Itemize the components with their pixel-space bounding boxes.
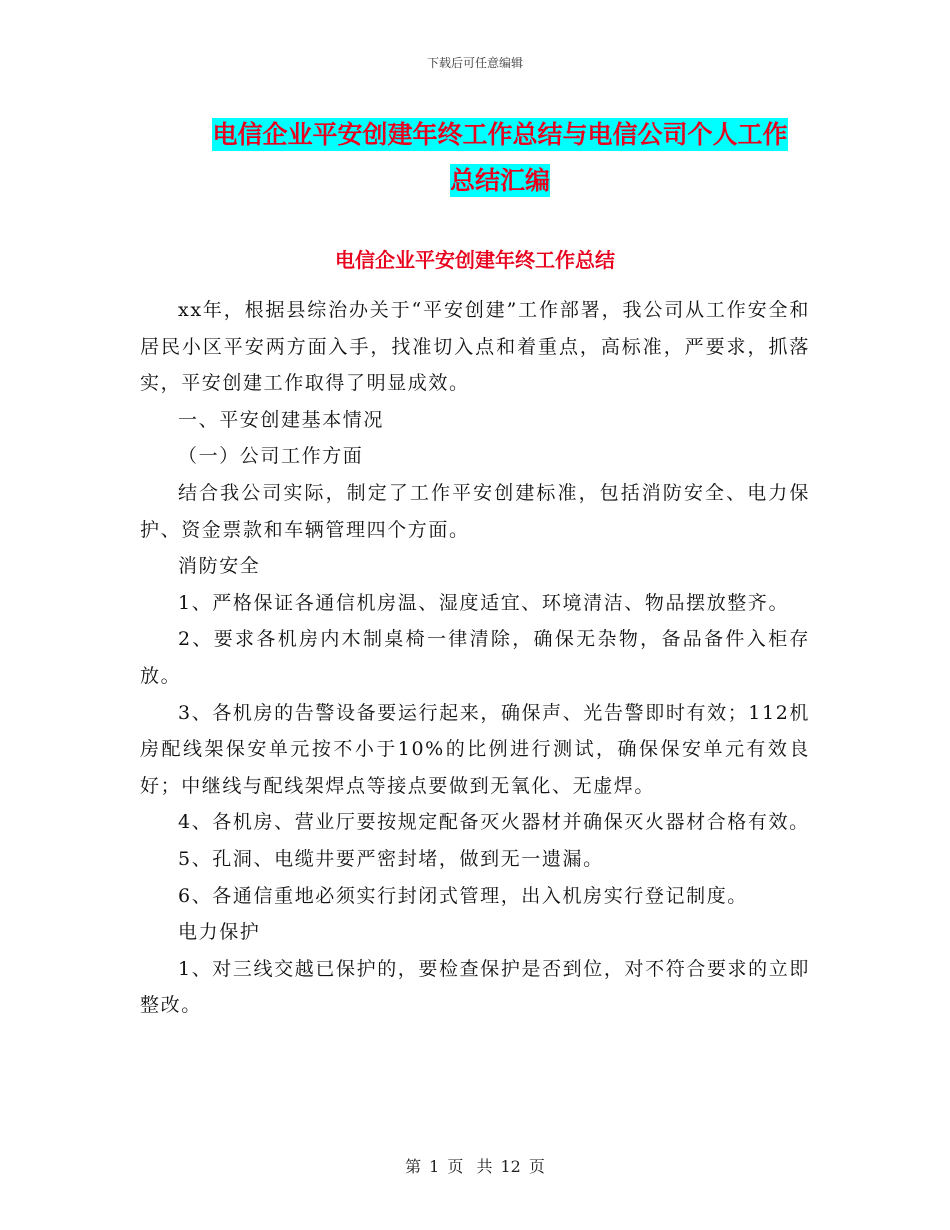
document-title <box>140 112 860 204</box>
paragraph: 3、各机房的告警设备要运行起来，确保声、光告警即时有效；112机房配线架保安单元按不小于10%的比例进行测试，确保保安单元有效良好；中继线与配线架焊点等接点要做到无氧化、无虚焊。 <box>140 701 810 797</box>
paragraph: 1、严格保证各通信机房温、湿度适宜、环境清洁、物品摆放整齐。 <box>178 591 790 614</box>
paragraph: 5、孔洞、电缆井要严密封堵，做到无一遗漏。 <box>178 847 604 870</box>
section-title: 电信企业平安创建年终工作总结 <box>335 248 615 272</box>
page-number: 1 <box>429 1157 440 1176</box>
paragraph: 1、对三线交越已保护的，要检查保护是否到位，对不符合要求的立即整改。 <box>140 957 810 1017</box>
header-note: 下载后可任意编辑 <box>426 56 523 70</box>
paragraph: 一、平安创建基本情况 <box>178 408 385 431</box>
paragraph: 4、各机房、营业厅要按规定配备灭火器材并确保灭火器材合格有效。 <box>178 811 810 834</box>
paragraph: xx年，根据县综治办关于“平安创建”工作部署，我公司从工作安全和居民小区平安两方面入手，找准切入点和着重点，高标准，严要求，抓落实，平安创建工作取得了明显成效。 <box>140 299 810 395</box>
paragraph: 结合我公司实际，制定了工作平安创建标准，包括消防安全、电力保护、资金票款和车辆管理四个方面。 <box>140 481 810 541</box>
paragraph: 消防安全 <box>178 555 261 578</box>
footer-middle: 页 共 <box>447 1157 493 1176</box>
document-body <box>140 292 810 1024</box>
page-footer <box>0 1154 950 1177</box>
title-line-1: 电信企业平安创建年终工作总结与电信公司个人工作 <box>212 120 788 149</box>
paragraph: 2、要求各机房内木制桌椅一律清除，确保无杂物，备品备件入柜存放。 <box>140 628 810 687</box>
paragraph: （一）公司工作方面 <box>178 445 364 468</box>
total-pages: 12 <box>500 1157 521 1176</box>
footer-suffix: 页 <box>528 1157 545 1176</box>
title-line-2: 总结汇编 <box>449 166 550 195</box>
footer-prefix: 第 <box>405 1157 422 1176</box>
paragraph: 电力保护 <box>178 921 261 944</box>
paragraph: 6、各通信重地必须实行封闭式管理，出入机房实行登记制度。 <box>178 884 748 907</box>
